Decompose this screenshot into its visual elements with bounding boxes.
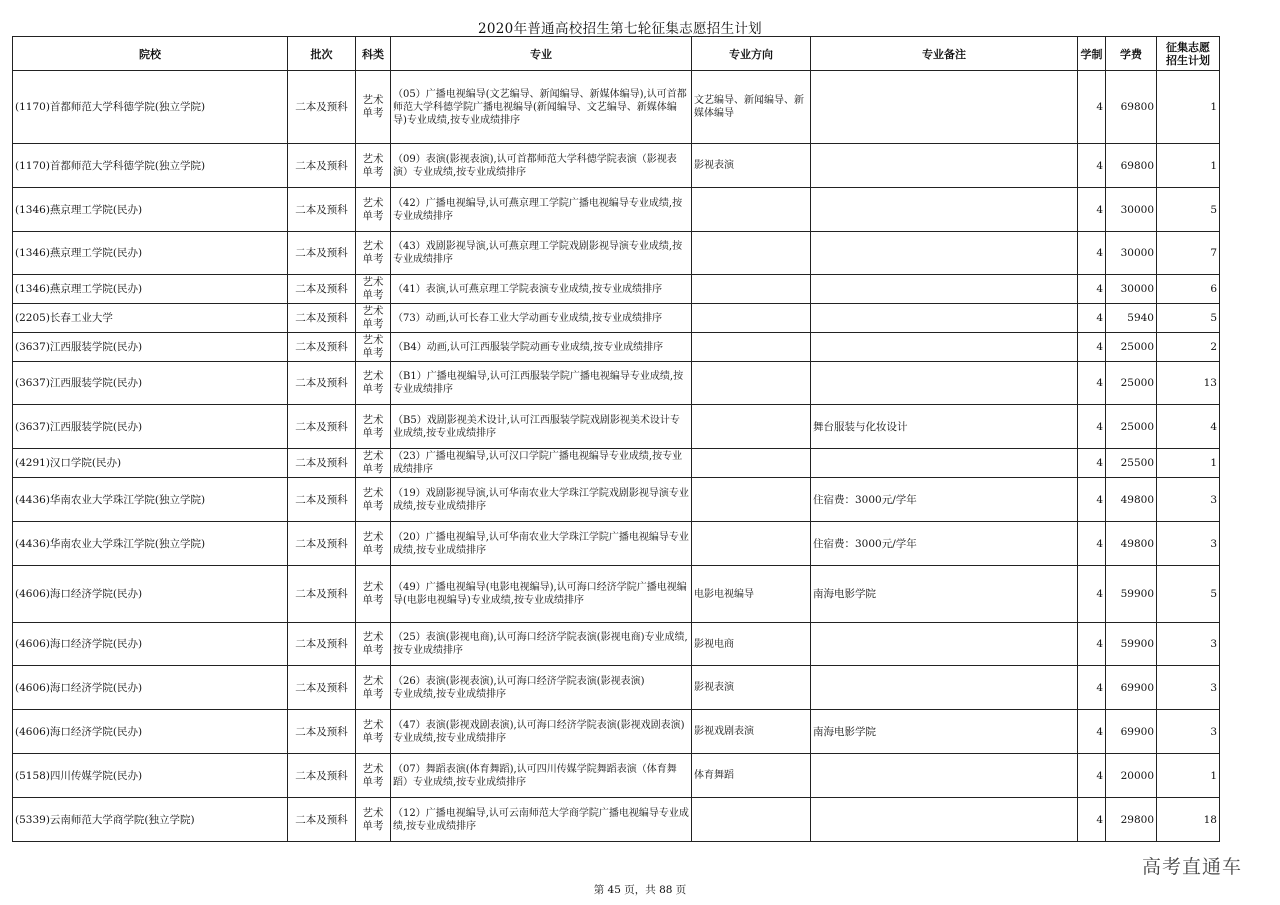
- row-batch: 二本及预科: [288, 144, 356, 188]
- row-direction: 影视电商: [692, 623, 811, 666]
- row-years: 4: [1078, 304, 1106, 333]
- row-batch: 二本及预科: [288, 522, 356, 566]
- table-row: [13, 798, 1220, 842]
- row-direction: 体育舞蹈: [692, 754, 811, 798]
- row-fee: 59900: [1106, 566, 1157, 623]
- row-fee: 69800: [1106, 144, 1157, 188]
- row-category: 艺术单考: [356, 478, 391, 522]
- row-note: [811, 666, 1078, 710]
- row-years: 4: [1078, 188, 1106, 232]
- row-note: 南海电影学院: [811, 710, 1078, 754]
- row-note: 住宿费：3000元/学年: [811, 478, 1078, 522]
- row-school: (3637)江西服装学院(民办): [13, 333, 288, 362]
- row-major: （B1）广播电视编导,认可江西服装学院广播电视编导专业成绩,按专业成绩排序: [391, 362, 692, 405]
- table-row: [13, 522, 1220, 566]
- row-years: 4: [1078, 449, 1106, 478]
- row-category: 艺术单考: [356, 304, 391, 333]
- row-category: 艺术单考: [356, 566, 391, 623]
- row-plan: 5: [1157, 566, 1220, 623]
- row-fee: 59900: [1106, 623, 1157, 666]
- row-fee: 30000: [1106, 275, 1157, 304]
- row-years: 4: [1078, 144, 1106, 188]
- row-fee: 25000: [1106, 333, 1157, 362]
- row-batch: 二本及预科: [288, 188, 356, 232]
- row-plan: 3: [1157, 522, 1220, 566]
- header-plan-line2: 招生计划: [1166, 53, 1210, 67]
- page-title: 2020年普通高校招生第七轮征集志愿招生计划: [478, 21, 762, 37]
- row-batch: 二本及预科: [288, 666, 356, 710]
- row-major: （07）舞蹈表演(体育舞蹈),认可四川传媒学院舞蹈表演（体育舞蹈）专业成绩,按专业成绩排序: [391, 754, 692, 798]
- row-school: (5339)云南师范大学商学院(独立学院): [13, 798, 288, 842]
- table-row: [13, 623, 1220, 666]
- row-plan: 1: [1157, 144, 1220, 188]
- row-school: (2205)长春工业大学: [13, 304, 288, 333]
- table-row: [13, 566, 1220, 623]
- row-batch: 二本及预科: [288, 449, 356, 478]
- row-years: 4: [1078, 522, 1106, 566]
- row-plan: 6: [1157, 275, 1220, 304]
- row-school: (1346)燕京理工学院(民办): [13, 188, 288, 232]
- row-note: [811, 275, 1078, 304]
- header-note: 专业备注: [811, 37, 1078, 71]
- row-category: 艺术单考: [356, 71, 391, 144]
- row-category: 艺术单考: [356, 666, 391, 710]
- watermark-text: 高考直通车: [1142, 856, 1243, 878]
- row-category: 艺术单考: [356, 362, 391, 405]
- row-category: 艺术单考: [356, 522, 391, 566]
- row-fee: 5940: [1106, 304, 1157, 333]
- header-plan-line1: 征集志愿: [1166, 40, 1210, 54]
- row-batch: 二本及预科: [288, 362, 356, 405]
- header-years: 学制: [1078, 37, 1106, 71]
- header-fee: 学费: [1106, 37, 1157, 71]
- page-footer: 第 45 页，共 88 页: [593, 884, 687, 896]
- row-years: 4: [1078, 666, 1106, 710]
- row-years: 4: [1078, 362, 1106, 405]
- row-major: （41）表演,认可燕京理工学院表演专业成绩,按专业成绩排序: [391, 275, 692, 304]
- row-plan: 7: [1157, 232, 1220, 275]
- row-school: (1170)首都师范大学科德学院(独立学院): [13, 71, 288, 144]
- row-major: （26）表演(影视表演),认可海口经济学院表演(影视表演) 专业成绩,按专业成绩排序: [391, 666, 692, 710]
- header-category: 科类: [356, 37, 391, 71]
- row-years: 4: [1078, 478, 1106, 522]
- row-batch: 二本及预科: [288, 566, 356, 623]
- row-major: （25）表演(影视电商),认可海口经济学院表演(影视电商)专业成绩,按专业成绩排序: [391, 623, 692, 666]
- row-batch: 二本及预科: [288, 405, 356, 449]
- row-plan: 3: [1157, 478, 1220, 522]
- row-direction: [692, 405, 811, 449]
- row-category: 艺术单考: [356, 232, 391, 275]
- row-batch: 二本及预科: [288, 232, 356, 275]
- table-row: [13, 405, 1220, 449]
- row-school: (4436)华南农业大学珠江学院(独立学院): [13, 478, 288, 522]
- row-fee: 69800: [1106, 71, 1157, 144]
- row-fee: 29800: [1106, 798, 1157, 842]
- row-batch: 二本及预科: [288, 623, 356, 666]
- row-fee: 49800: [1106, 478, 1157, 522]
- row-major: （20）广播电视编导,认可华南农业大学珠江学院广播电视编导专业成绩,按专业成绩排序: [391, 522, 692, 566]
- table-row: [13, 710, 1220, 754]
- row-school: (3637)江西服装学院(民办): [13, 405, 288, 449]
- table-row: [13, 144, 1220, 188]
- row-direction: [692, 449, 811, 478]
- header-direction: 专业方向: [692, 37, 811, 71]
- row-fee: 69900: [1106, 710, 1157, 754]
- row-batch: 二本及预科: [288, 71, 356, 144]
- row-direction: [692, 304, 811, 333]
- row-note: [811, 798, 1078, 842]
- header-major: 专业: [391, 37, 692, 71]
- row-fee: 25000: [1106, 362, 1157, 405]
- row-note: [811, 144, 1078, 188]
- row-years: 4: [1078, 333, 1106, 362]
- table-row: [13, 275, 1220, 304]
- row-note: [811, 449, 1078, 478]
- row-category: 艺术单考: [356, 449, 391, 478]
- table-header-row: [13, 37, 1220, 71]
- row-plan: 3: [1157, 710, 1220, 754]
- row-years: 4: [1078, 710, 1106, 754]
- row-direction: [692, 275, 811, 304]
- row-school: (4606)海口经济学院(民办): [13, 710, 288, 754]
- row-note: 舞台服装与化妆设计: [811, 405, 1078, 449]
- header-school: 院校: [13, 37, 288, 71]
- row-direction: [692, 188, 811, 232]
- row-note: 住宿费：3000元/学年: [811, 522, 1078, 566]
- row-major: （B4）动画,认可江西服装学院动画专业成绩,按专业成绩排序: [391, 333, 692, 362]
- row-category: 艺术单考: [356, 144, 391, 188]
- row-years: 4: [1078, 754, 1106, 798]
- row-major: （73）动画,认可长春工业大学动画专业成绩,按专业成绩排序: [391, 304, 692, 333]
- row-years: 4: [1078, 623, 1106, 666]
- row-years: 4: [1078, 405, 1106, 449]
- table-row: [13, 304, 1220, 333]
- admission-plan-table: [12, 36, 1220, 842]
- row-major: （49）广播电视编导(电影电视编导),认可海口经济学院广播电视编导(电影电视编导)专业成绩,按专业成绩排序: [391, 566, 692, 623]
- row-major: （23）广播电视编导,认可汉口学院广播电视编导专业成绩,按专业成绩排序: [391, 449, 692, 478]
- row-category: 艺术单考: [356, 710, 391, 754]
- row-direction: [692, 478, 811, 522]
- table-row: [13, 232, 1220, 275]
- table-row: [13, 188, 1220, 232]
- row-batch: 二本及预科: [288, 304, 356, 333]
- table-row: [13, 449, 1220, 478]
- row-plan: 5: [1157, 304, 1220, 333]
- row-years: 4: [1078, 566, 1106, 623]
- row-direction: [692, 232, 811, 275]
- table-row: [13, 71, 1220, 144]
- row-batch: 二本及预科: [288, 798, 356, 842]
- row-note: [811, 232, 1078, 275]
- row-school: (4606)海口经济学院(民办): [13, 566, 288, 623]
- header-batch: 批次: [288, 37, 356, 71]
- row-plan: 1: [1157, 71, 1220, 144]
- row-fee: 20000: [1106, 754, 1157, 798]
- row-school: (5158)四川传媒学院(民办): [13, 754, 288, 798]
- row-major: （43）戏剧影视导演,认可燕京理工学院戏剧影视导演专业成绩,按专业成绩排序: [391, 232, 692, 275]
- row-school: (1346)燕京理工学院(民办): [13, 232, 288, 275]
- row-batch: 二本及预科: [288, 333, 356, 362]
- row-plan: 13: [1157, 362, 1220, 405]
- row-direction: [692, 333, 811, 362]
- row-note: [811, 333, 1078, 362]
- row-school: (3637)江西服装学院(民办): [13, 362, 288, 405]
- table-row: [13, 333, 1220, 362]
- row-direction: 影视表演: [692, 666, 811, 710]
- row-school: (4436)华南农业大学珠江学院(独立学院): [13, 522, 288, 566]
- row-direction: 电影电视编导: [692, 566, 811, 623]
- row-category: 艺术单考: [356, 188, 391, 232]
- row-plan: 2: [1157, 333, 1220, 362]
- row-major: （12）广播电视编导,认可云南师范大学商学院广播电视编导专业成绩,按专业成绩排序: [391, 798, 692, 842]
- row-fee: 30000: [1106, 188, 1157, 232]
- row-school: (1346)燕京理工学院(民办): [13, 275, 288, 304]
- row-note: [811, 71, 1078, 144]
- row-years: 4: [1078, 798, 1106, 842]
- row-plan: 1: [1157, 754, 1220, 798]
- row-fee: 25000: [1106, 405, 1157, 449]
- row-major: （05）广播电视编导(文艺编导、新闻编导、新媒体编导),认可首都师范大学科德学院广播电视编导(新闻编导、文艺编导、新媒体编导)专业成绩,按专业成绩排序: [391, 71, 692, 144]
- row-category: 艺术单考: [356, 623, 391, 666]
- row-category: 艺术单考: [356, 798, 391, 842]
- row-category: 艺术单考: [356, 333, 391, 362]
- row-note: [811, 304, 1078, 333]
- table-row: [13, 754, 1220, 798]
- row-plan: 1: [1157, 449, 1220, 478]
- row-major: （47）表演(影视戏剧表演),认可海口经济学院表演(影视戏剧表演) 专业成绩,按专业成绩排序: [391, 710, 692, 754]
- table-row: [13, 478, 1220, 522]
- row-batch: 二本及预科: [288, 275, 356, 304]
- row-fee: 69900: [1106, 666, 1157, 710]
- row-direction: 文艺编导、新闻编导、新媒体编导: [692, 71, 811, 144]
- row-batch: 二本及预科: [288, 754, 356, 798]
- row-note: [811, 754, 1078, 798]
- row-direction: [692, 798, 811, 842]
- row-plan: 4: [1157, 405, 1220, 449]
- row-note: 南海电影学院: [811, 566, 1078, 623]
- row-school: (1170)首都师范大学科德学院(独立学院): [13, 144, 288, 188]
- row-years: 4: [1078, 275, 1106, 304]
- row-direction: [692, 522, 811, 566]
- row-major: （19）戏剧影视导演,认可华南农业大学珠江学院戏剧影视导演专业成绩,按专业成绩排序: [391, 478, 692, 522]
- row-major: （B5）戏剧影视美术设计,认可江西服装学院戏剧影视美术设计专业成绩,按专业成绩排序: [391, 405, 692, 449]
- row-years: 4: [1078, 71, 1106, 144]
- row-note: [811, 188, 1078, 232]
- row-school: (4291)汉口学院(民办): [13, 449, 288, 478]
- row-major: （09）表演(影视表演),认可首都师范大学科德学院表演（影视表演）专业成绩,按专业成绩排序: [391, 144, 692, 188]
- row-major: （42）广播电视编导,认可燕京理工学院广播电视编导专业成绩,按专业成绩排序: [391, 188, 692, 232]
- row-category: 艺术单考: [356, 405, 391, 449]
- table-row: [13, 666, 1220, 710]
- row-fee: 49800: [1106, 522, 1157, 566]
- row-note: [811, 362, 1078, 405]
- table-row: [13, 362, 1220, 405]
- row-fee: 25500: [1106, 449, 1157, 478]
- row-batch: 二本及预科: [288, 478, 356, 522]
- row-plan: 3: [1157, 666, 1220, 710]
- row-category: 艺术单考: [356, 754, 391, 798]
- row-note: [811, 623, 1078, 666]
- row-batch: 二本及预科: [288, 710, 356, 754]
- row-category: 艺术单考: [356, 275, 391, 304]
- row-school: (4606)海口经济学院(民办): [13, 666, 288, 710]
- row-plan: 18: [1157, 798, 1220, 842]
- row-school: (4606)海口经济学院(民办): [13, 623, 288, 666]
- row-years: 4: [1078, 232, 1106, 275]
- row-plan: 5: [1157, 188, 1220, 232]
- row-fee: 30000: [1106, 232, 1157, 275]
- row-direction: [692, 362, 811, 405]
- row-direction: 影视戏剧表演: [692, 710, 811, 754]
- row-plan: 3: [1157, 623, 1220, 666]
- row-direction: 影视表演: [692, 144, 811, 188]
- header-plan: [1157, 37, 1220, 71]
